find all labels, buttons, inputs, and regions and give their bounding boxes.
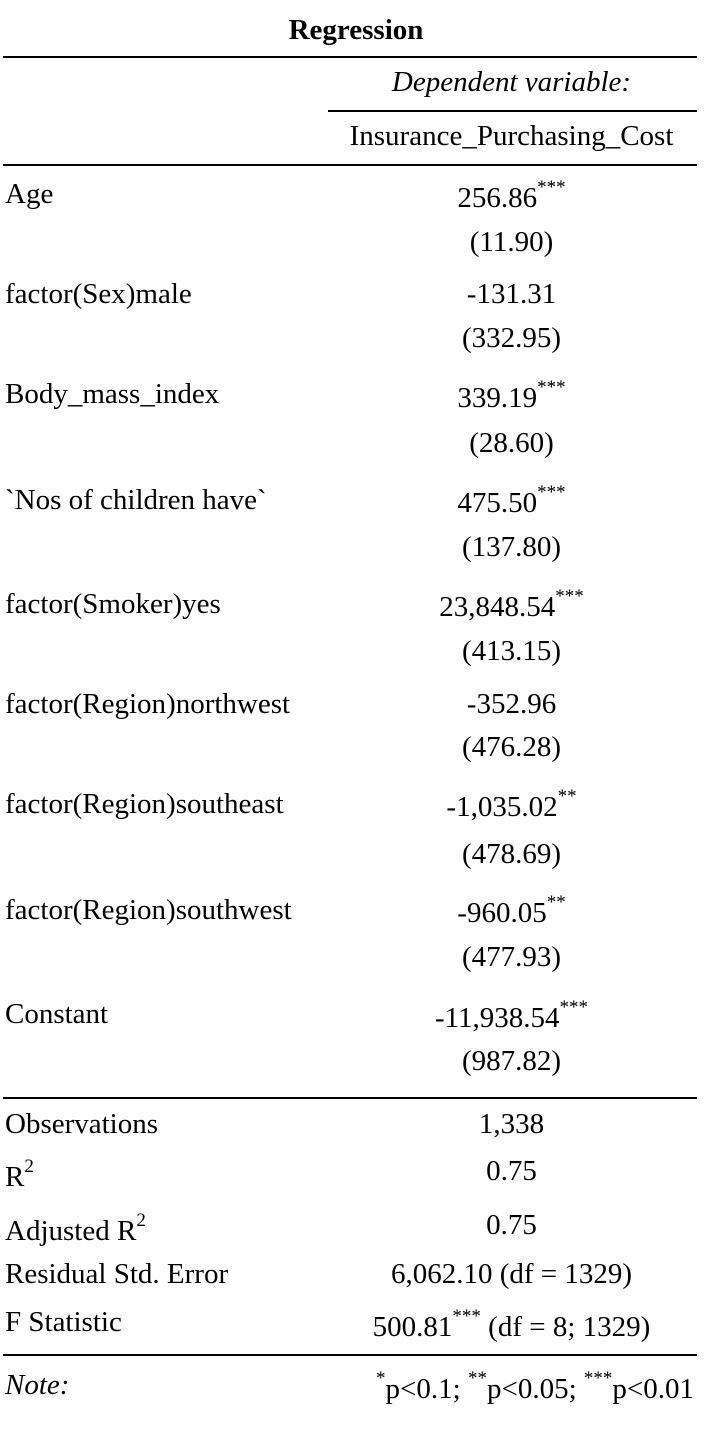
stat-label-adj-r2: Adjusted $R^2$: [5, 1210, 146, 1247]
coef-se-age: (11.90): [469, 226, 554, 258]
coef-label-bmi: Body_mass_index: [5, 378, 220, 410]
stat-value-rse: 6,062.10 (df = 1329): [390, 1258, 633, 1290]
dependent-variable-name: Insurance_Purchasing_Cost: [349, 120, 674, 152]
significance-note: *p<0.1; **p<0.05; ***p<0.01: [376, 1368, 694, 1405]
coef-se-smoker-yes: (413.15): [461, 635, 562, 667]
coef-se-children: (137.80): [461, 531, 562, 563]
coef-label-region-southwest: factor(Region)southwest: [5, 894, 292, 926]
coefficients-rule: [3, 1097, 697, 1099]
coef-estimate-region-southwest: -960.05**: [457, 892, 566, 929]
coef-se-region-southwest: (477.93): [461, 941, 562, 973]
stat-value-r2: 0.75: [486, 1155, 537, 1187]
coef-se-bmi: (28.60): [469, 427, 554, 459]
coef-estimate-region-southeast: -1,035.02**: [446, 786, 577, 823]
coef-estimate-region-northwest: -352.96: [466, 688, 557, 720]
coef-se-sex-male: (332.95): [461, 322, 562, 354]
coef-label-region-southeast: factor(Region)southeast: [5, 788, 284, 820]
stat-value-observations: 1,338: [478, 1108, 545, 1140]
coef-label-sex-male: factor(Sex)male: [5, 278, 192, 310]
stat-label-rse: Residual Std. Error: [5, 1258, 229, 1290]
dependent-variable-caption: Dependent variable:: [391, 66, 632, 98]
coef-se-constant: (987.82): [461, 1045, 562, 1077]
note-label: Note:: [5, 1369, 70, 1401]
coef-se-region-northwest: (476.28): [461, 731, 562, 763]
coef-label-region-northwest: factor(Region)northwest: [5, 688, 291, 720]
coef-estimate-constant: -11,938.54***: [434, 997, 589, 1034]
table-title: Regression: [288, 14, 424, 46]
coef-estimate-children: 475.50***: [457, 482, 566, 519]
coef-estimate-smoker-yes: 23,848.54***: [439, 586, 584, 623]
stat-value-adj-r2: 0.75: [486, 1209, 537, 1241]
stat-label-fstat: F Statistic: [5, 1306, 122, 1338]
stat-label-observations: Observations: [5, 1108, 159, 1140]
coef-label-children: `Nos of children have`: [5, 484, 267, 516]
coef-label-smoker-yes: factor(Smoker)yes: [5, 588, 221, 620]
header-rule: [3, 164, 697, 166]
coef-estimate-age: 256.86***: [457, 177, 566, 214]
coef-label-constant: Constant: [5, 998, 109, 1030]
stat-label-r2: $R^2$: [5, 1156, 34, 1193]
coef-estimate-bmi: 339.19***: [457, 377, 566, 414]
bottom-rule: [3, 1354, 697, 1356]
coef-label-age: Age: [5, 178, 54, 210]
top-rule: [3, 56, 697, 58]
stat-value-fstat: 500.81*** (df = 8; 1329): [372, 1306, 651, 1343]
dependent-variable-rule: [328, 110, 697, 112]
coef-estimate-sex-male: -131.31: [466, 278, 557, 310]
coef-se-region-southeast: (478.69): [461, 838, 562, 870]
